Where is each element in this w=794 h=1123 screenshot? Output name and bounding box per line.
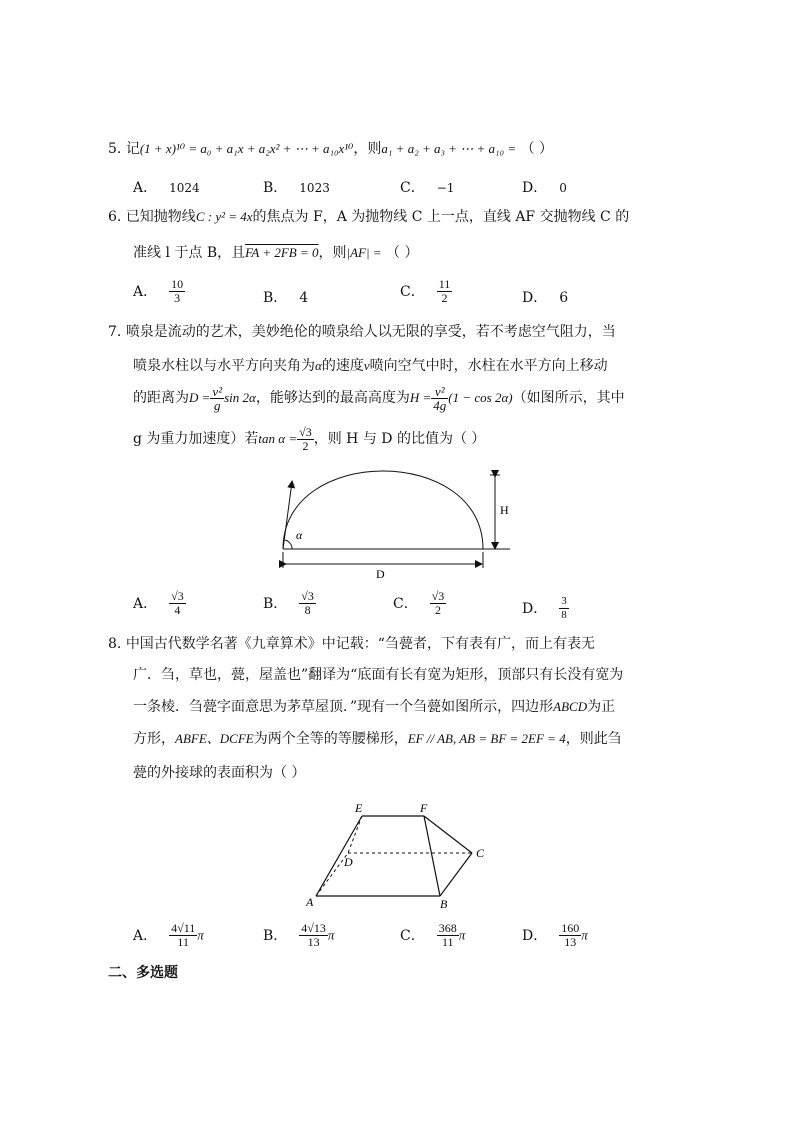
q7-number: 7. [108,324,122,340]
q5-middle: ，则 [353,141,382,157]
angle-arc [285,540,292,549]
q5-expression-2: a₁ + a₂ + a₃ + ⋯ + a₁₀ = [381,141,517,156]
q7-line-1: 7. 喷泉是流动的艺术，美妙绝伦的喷泉给人以无限的享受，若不考虑空气阻力，当 [108,324,616,340]
q5-prefix: 记 [125,141,140,157]
q8-solid-figure [300,800,500,910]
q7-option-b: B． $\frac{√3}{8}$ [263,589,314,617]
q8-line-3: 一条棱．刍甍字面意思为茅草屋顶．”现有一个刍甍如图所示，四边形ABCD为正 [133,699,616,715]
q8-number: 8. [108,636,122,652]
section-title-multiple-choice: 二、多选题 [108,965,178,981]
q8-option-d: D． $\frac{160}{13}$ π [522,921,588,949]
vertex-b: B [440,897,448,910]
q7-line-4: g 为重力加速度）若tan α = $\frac{√3}{2}$ ，则 H 与 D 的比值为（ ） [133,424,486,453]
q5-option-c: C． −1 [400,180,455,196]
vertex-d: D [344,855,353,869]
q6-option-d: D． 6 [522,290,569,306]
q6-line-1: 6. 已知抛物线C : y² = 4x的焦点为 F，A 为抛物线 C 上一点，直线 AF 交抛物线 C 的 [108,209,630,225]
q6-option-a: A． $\frac{10}{3}$ [133,277,184,305]
q6-vector-expression: FA + 2FB = 0 [245,245,319,260]
q7-line-2: 喷泉水柱以与水平方向夹角为α的速度v喷向空气中时，水柱在水平方向上移动 [133,358,608,374]
q5-expression: (1 + x)¹⁰ = a₀ + a₁x + a₂x² + ⋯ + a₁₀x¹⁰ [139,141,354,156]
q8-option-a: A． $\frac{4√11}{11}$ π [133,921,204,949]
alpha-label: α [296,528,303,542]
q5-number: 5. [108,141,122,157]
q7-line-3: 的距离为D = $\frac{\text{v²}}{g}$ sin 2α，能够达到的最高高度为H = $\frac{\text{v²}}{4g}$ (1 − cos 2α)（如图所示，其中 [133,383,625,413]
q8-option-c: C． $\frac{368}{11}$ π [400,921,466,949]
vertex-f: F [420,801,428,815]
q7-fountain-figure [270,460,530,580]
q6-number: 6. [108,209,122,225]
fountain-arc [283,471,483,549]
vertex-a: A [306,895,314,909]
q7-option-c: C． $\frac{√3}{2}$ [393,589,445,617]
q7-option-d: D． $\frac{3}{8}$ [522,595,567,621]
q6-line-2: 准线 l 于点 B，且FA + 2FB = 0，则|AF| = （ ） [133,245,419,261]
q8-line-4: 方形，ABFE、DCFE为两个全等的等腰梯形，EF // AB, AB = BF = 2EF = 4，则此刍 [133,731,622,747]
vertex-c: C [476,846,485,860]
q5-option-b: B． 1023 [263,180,330,196]
height-label: H [500,503,509,517]
distance-label: D [376,567,385,580]
q6-option-c: C． $\frac{11}{2}$ [400,277,451,305]
q5-paren: （ ） [520,141,554,157]
q5-option-a: A． 1024 [133,180,200,196]
q8-line-5: 甍的外接球的表面积为（ ） [133,765,306,781]
q6-option-b: B． 4 [263,290,309,306]
q8-line-1: 8. 中国古代数学名著《九章算术》中记载：“刍甍者，下有表有广，而上有表无 [108,636,595,652]
vertex-e: E [355,801,363,815]
q8-line-2: 广．刍，草也，甍，屋盖也”翻译为“底面有长有宽为矩形，顶部只有长没有宽为 [133,667,624,683]
q8-option-b: B． $\frac{4√13}{13}$ π [263,921,335,949]
q5-option-d: D． 0 [522,180,567,196]
q7-option-a: A． $\frac{√3}{4}$ [133,589,184,617]
q5-stem [108,139,553,159]
